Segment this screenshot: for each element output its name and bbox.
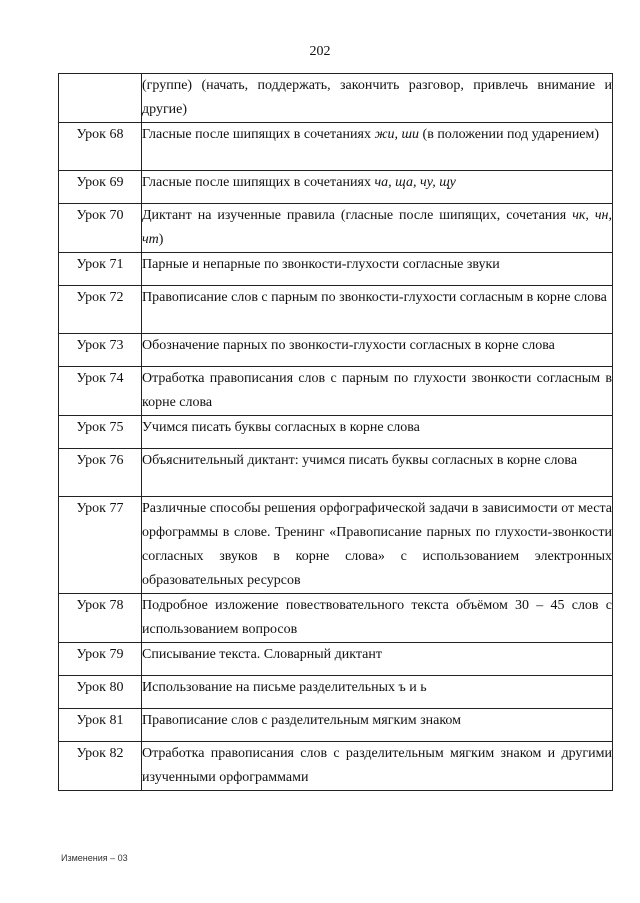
- table-row: [59, 367, 613, 416]
- lesson-topic: Парные и непарные по звонкости-глухости согласные звуки: [142, 253, 613, 286]
- lesson-number: Урок 78: [59, 594, 142, 643]
- table-row: [59, 449, 613, 497]
- lesson-topic: Гласные после шипящих в сочетаниях жи, ши (в положении под ударением): [142, 123, 613, 171]
- lesson-number: Урок 79: [59, 643, 142, 676]
- table-row: [59, 74, 613, 123]
- lesson-topic: Учимся писать буквы согласных в корне слова: [142, 416, 613, 449]
- lesson-topic: Обозначение парных по звонкости-глухости согласных в корне слова: [142, 334, 613, 367]
- lesson-topic: Правописание слов с парным по звонкости-глухости согласным в корне слова: [142, 286, 613, 334]
- table-row: [59, 594, 613, 643]
- lesson-topic: Отработка правописания слов с парным по глухости звонкости согласным в корне слова: [142, 367, 613, 416]
- lesson-number: Урок 72: [59, 286, 142, 334]
- table-row: [59, 286, 613, 334]
- table-row: [59, 643, 613, 676]
- lesson-topic: (группе) (начать, поддержать, закончить разговор, привлечь внимание и другие): [142, 74, 613, 123]
- lesson-number: Урок 80: [59, 676, 142, 709]
- table-row: [59, 742, 613, 791]
- table-row: [59, 253, 613, 286]
- table-row: [59, 204, 613, 253]
- lesson-number: Урок 77: [59, 497, 142, 594]
- lesson-number: Урок 70: [59, 204, 142, 253]
- table-row: [59, 171, 613, 204]
- lesson-number: Урок 81: [59, 709, 142, 742]
- lesson-topic: Отработка правописания слов с разделительным мягким знаком и другими изученными орфограммами: [142, 742, 613, 791]
- table-row: [59, 497, 613, 594]
- lesson-topic: Гласные после шипящих в сочетаниях ча, ща, чу, щу: [142, 171, 613, 204]
- table-row: [59, 709, 613, 742]
- lesson-number: Урок 71: [59, 253, 142, 286]
- lesson-topic: Использование на письме разделительных ъ и ь: [142, 676, 613, 709]
- table-row: [59, 334, 613, 367]
- page-number: 202: [309, 44, 331, 59]
- lesson-topic: Диктант на изученные правила (гласные после шипящих, сочетания чк, чн, чт): [142, 204, 613, 253]
- revision-footer: Изменения – 03: [61, 853, 128, 863]
- lessons-table: [58, 73, 613, 791]
- lesson-number: Урок 82: [59, 742, 142, 791]
- table-row: [59, 123, 613, 171]
- lesson-number: Урок 69: [59, 171, 142, 204]
- lesson-topic: Списывание текста. Словарный диктант: [142, 643, 613, 676]
- table-row: [59, 676, 613, 709]
- lesson-number: Урок 73: [59, 334, 142, 367]
- lesson-topic: Объяснительный диктант: учимся писать буквы согласных в корне слова: [142, 449, 613, 497]
- table-row: [59, 416, 613, 449]
- lesson-number: Урок 76: [59, 449, 142, 497]
- lesson-number: Урок 74: [59, 367, 142, 416]
- lessons-table-body: [59, 74, 613, 791]
- lesson-topic: Подробное изложение повествовательного текста объёмом 30 – 45 слов с использованием вопросов: [142, 594, 613, 643]
- lesson-number: Урок 75: [59, 416, 142, 449]
- lesson-number: Урок 68: [59, 123, 142, 171]
- lesson-topic: Различные способы решения орфографической задачи в зависимости от места орфограммы в слове. Тренинг «Правописание парных по глухости-звонкости согласных звуков в корне слова» с использованием электронных образовательных ресурсов: [142, 497, 613, 594]
- lesson-number: [59, 74, 142, 123]
- lesson-topic: Правописание слов с разделительным мягким знаком: [142, 709, 613, 742]
